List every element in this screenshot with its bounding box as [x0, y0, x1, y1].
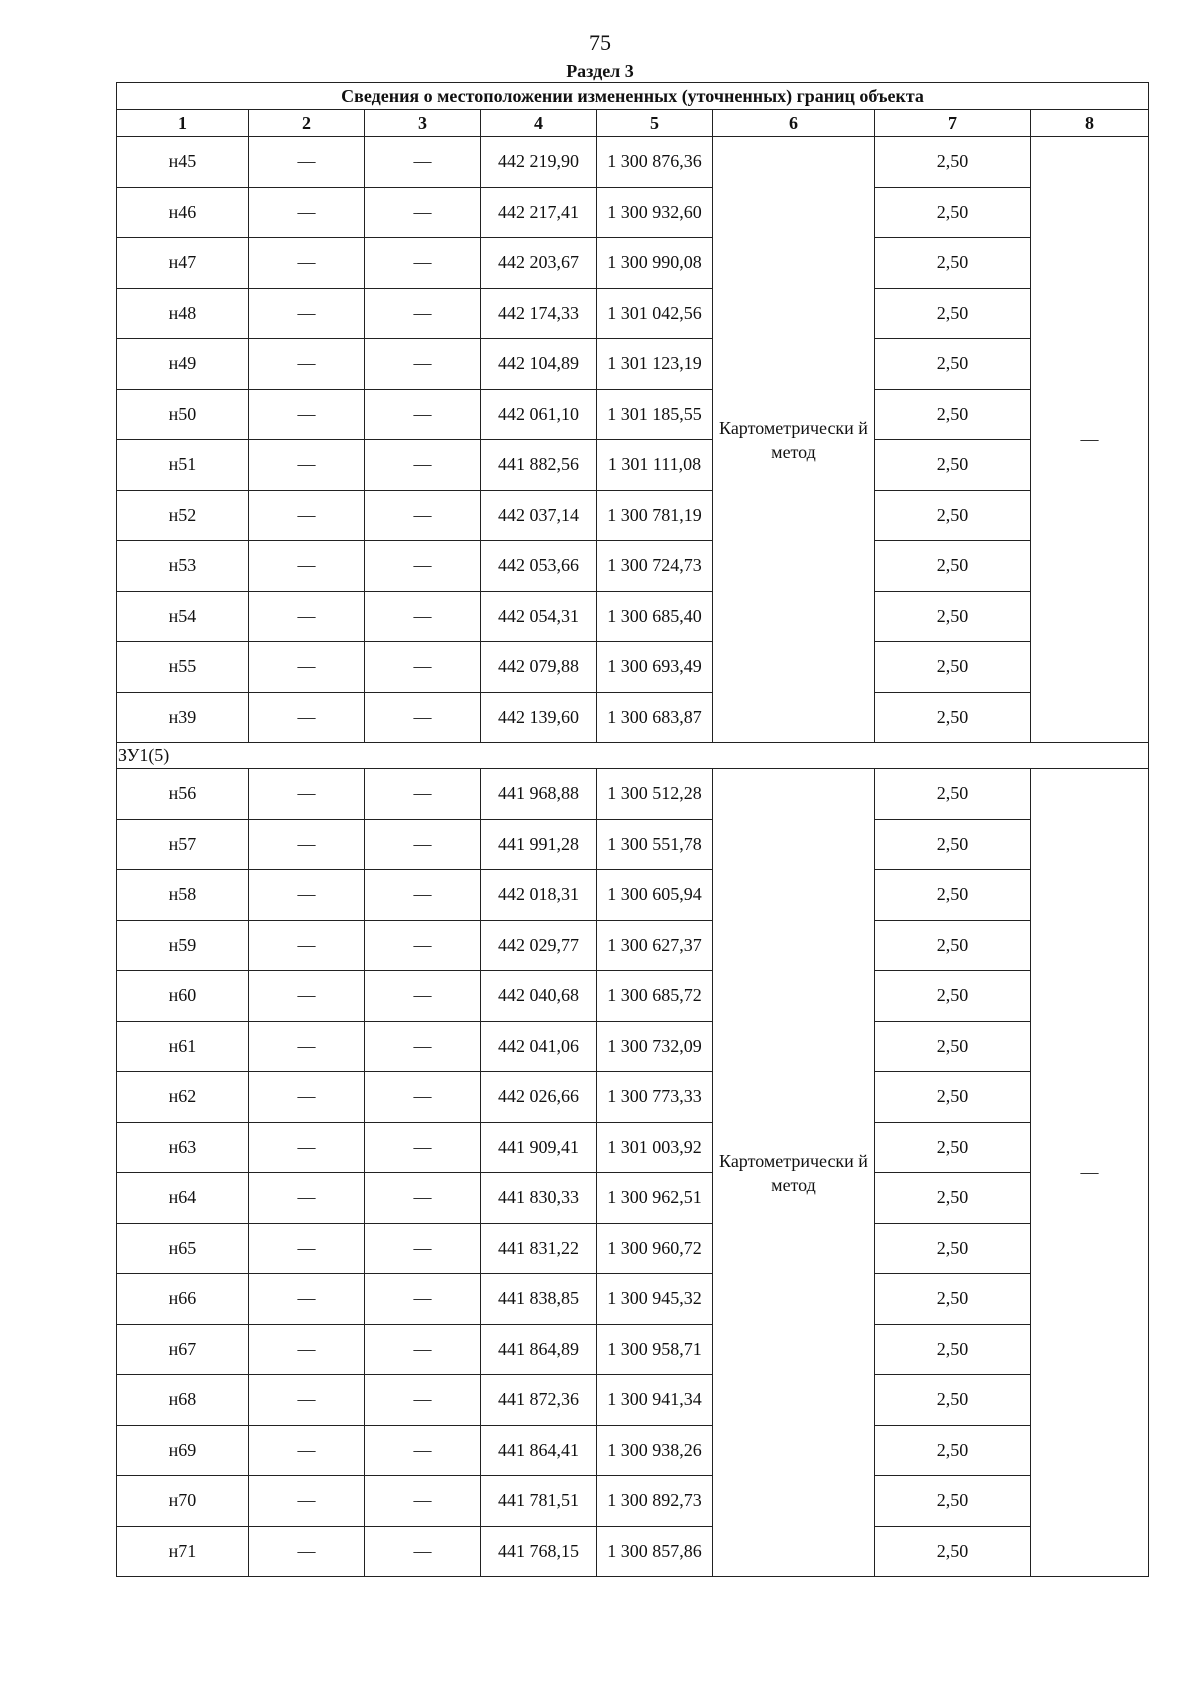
column-2-cell: —: [249, 1425, 365, 1476]
accuracy-cell: 2,50: [875, 1526, 1031, 1577]
column-number: 1: [117, 110, 249, 137]
accuracy-cell: 2,50: [875, 440, 1031, 491]
point-number-cell: н50: [117, 389, 249, 440]
column-3-cell: —: [365, 642, 481, 693]
accuracy-cell: 2,50: [875, 187, 1031, 238]
column-number: 6: [713, 110, 875, 137]
method-cell: Картометрически й метод: [713, 137, 875, 743]
column-2-cell: —: [249, 1021, 365, 1072]
column-2-cell: —: [249, 819, 365, 870]
point-number-cell: н70: [117, 1476, 249, 1527]
accuracy-cell: 2,50: [875, 1375, 1031, 1426]
column-2-cell: —: [249, 1122, 365, 1173]
column-2-cell: —: [249, 440, 365, 491]
table-row: [117, 769, 1149, 820]
x-coordinate-cell: 442 026,66: [481, 1072, 597, 1123]
point-number-cell: н52: [117, 490, 249, 541]
column-number: 8: [1031, 110, 1149, 137]
table-row: [117, 920, 1149, 971]
accuracy-cell: 2,50: [875, 1173, 1031, 1224]
point-number-cell: н63: [117, 1122, 249, 1173]
column-3-cell: —: [365, 692, 481, 743]
point-number-cell: н69: [117, 1425, 249, 1476]
y-coordinate-cell: 1 300 962,51: [597, 1173, 713, 1224]
y-coordinate-cell: 1 300 724,73: [597, 541, 713, 592]
table-row: [117, 1425, 1149, 1476]
column-2-cell: —: [249, 1072, 365, 1123]
y-coordinate-cell: 1 300 990,08: [597, 238, 713, 289]
point-number-cell: н49: [117, 339, 249, 390]
accuracy-cell: 2,50: [875, 591, 1031, 642]
column-3-cell: —: [365, 1122, 481, 1173]
x-coordinate-cell: 442 217,41: [481, 187, 597, 238]
y-coordinate-cell: 1 300 683,87: [597, 692, 713, 743]
y-coordinate-cell: 1 300 938,26: [597, 1425, 713, 1476]
table-row: [117, 137, 1149, 188]
column-3-cell: —: [365, 1476, 481, 1527]
table-row: [117, 440, 1149, 491]
y-coordinate-cell: 1 300 732,09: [597, 1021, 713, 1072]
column-3-cell: —: [365, 819, 481, 870]
accuracy-cell: 2,50: [875, 541, 1031, 592]
table-row: [117, 1223, 1149, 1274]
x-coordinate-cell: 441 968,88: [481, 769, 597, 820]
point-number-cell: н53: [117, 541, 249, 592]
y-coordinate-cell: 1 300 932,60: [597, 187, 713, 238]
column-2-cell: —: [249, 1223, 365, 1274]
column-number: 2: [249, 110, 365, 137]
point-number-cell: н67: [117, 1324, 249, 1375]
section-title: Раздел 3: [566, 61, 634, 81]
point-number-cell: н56: [117, 769, 249, 820]
accuracy-cell: 2,50: [875, 288, 1031, 339]
table-row: [117, 1122, 1149, 1173]
table-row: [117, 339, 1149, 390]
x-coordinate-cell: 441 830,33: [481, 1173, 597, 1224]
table-row: [117, 1173, 1149, 1224]
group-label-row: [117, 743, 1149, 769]
column-3-cell: —: [365, 1526, 481, 1577]
point-number-cell: н61: [117, 1021, 249, 1072]
y-coordinate-cell: 1 300 892,73: [597, 1476, 713, 1527]
x-coordinate-cell: 441 864,41: [481, 1425, 597, 1476]
x-coordinate-cell: 441 838,85: [481, 1274, 597, 1325]
point-number-cell: н48: [117, 288, 249, 339]
accuracy-cell: 2,50: [875, 238, 1031, 289]
column-2-cell: —: [249, 541, 365, 592]
y-coordinate-cell: 1 300 512,28: [597, 769, 713, 820]
table-row: [117, 389, 1149, 440]
table-body: [117, 83, 1149, 1577]
table-row: [117, 642, 1149, 693]
column-3-cell: —: [365, 1072, 481, 1123]
x-coordinate-cell: 442 104,89: [481, 339, 597, 390]
accuracy-cell: 2,50: [875, 1324, 1031, 1375]
y-coordinate-cell: 1 300 857,86: [597, 1526, 713, 1577]
column-2-cell: —: [249, 769, 365, 820]
x-coordinate-cell: 442 041,06: [481, 1021, 597, 1072]
y-coordinate-cell: 1 300 941,34: [597, 1375, 713, 1426]
x-coordinate-cell: 442 174,33: [481, 288, 597, 339]
column-number: 7: [875, 110, 1031, 137]
accuracy-cell: 2,50: [875, 920, 1031, 971]
table-row: [117, 541, 1149, 592]
x-coordinate-cell: 442 018,31: [481, 870, 597, 921]
y-coordinate-cell: 1 300 960,72: [597, 1223, 713, 1274]
y-coordinate-cell: 1 300 876,36: [597, 137, 713, 188]
point-number-cell: н46: [117, 187, 249, 238]
y-coordinate-cell: 1 300 781,19: [597, 490, 713, 541]
y-coordinate-cell: 1 300 685,40: [597, 591, 713, 642]
table-row: [117, 1375, 1149, 1426]
table-row: [117, 1476, 1149, 1527]
x-coordinate-cell: 442 054,31: [481, 591, 597, 642]
column-number: 3: [365, 110, 481, 137]
y-coordinate-cell: 1 301 111,08: [597, 440, 713, 491]
x-coordinate-cell: 442 037,14: [481, 490, 597, 541]
column-2-cell: —: [249, 288, 365, 339]
y-coordinate-cell: 1 300 958,71: [597, 1324, 713, 1375]
point-number-cell: н55: [117, 642, 249, 693]
table-caption: Сведения о местоположении измененных (уточненных) границ объекта: [117, 83, 1149, 110]
table-row: [117, 692, 1149, 743]
y-coordinate-cell: 1 300 627,37: [597, 920, 713, 971]
column-number-row: [117, 110, 1149, 137]
point-number-cell: н71: [117, 1526, 249, 1577]
table-row: [117, 1274, 1149, 1325]
x-coordinate-cell: 442 079,88: [481, 642, 597, 693]
x-coordinate-cell: 442 203,67: [481, 238, 597, 289]
column-3-cell: —: [365, 1274, 481, 1325]
column-3-cell: —: [365, 389, 481, 440]
table-row: [117, 1021, 1149, 1072]
column-2-cell: —: [249, 642, 365, 693]
accuracy-cell: 2,50: [875, 870, 1031, 921]
table-row: [117, 591, 1149, 642]
accuracy-cell: 2,50: [875, 389, 1031, 440]
column-3-cell: —: [365, 288, 481, 339]
column-8-cell: —: [1031, 769, 1149, 1577]
accuracy-cell: 2,50: [875, 1223, 1031, 1274]
column-2-cell: —: [249, 1324, 365, 1375]
x-coordinate-cell: 442 219,90: [481, 137, 597, 188]
table-row: [117, 819, 1149, 870]
point-number-cell: н64: [117, 1173, 249, 1224]
point-number-cell: н51: [117, 440, 249, 491]
x-coordinate-cell: 442 139,60: [481, 692, 597, 743]
accuracy-cell: 2,50: [875, 642, 1031, 693]
x-coordinate-cell: 441 768,15: [481, 1526, 597, 1577]
table-row: [117, 490, 1149, 541]
point-number-cell: н59: [117, 920, 249, 971]
accuracy-cell: 2,50: [875, 1072, 1031, 1123]
y-coordinate-cell: 1 300 945,32: [597, 1274, 713, 1325]
x-coordinate-cell: 441 831,22: [481, 1223, 597, 1274]
column-2-cell: —: [249, 1173, 365, 1224]
y-coordinate-cell: 1 300 551,78: [597, 819, 713, 870]
table-row: [117, 1324, 1149, 1375]
x-coordinate-cell: 441 864,89: [481, 1324, 597, 1375]
column-3-cell: —: [365, 1021, 481, 1072]
x-coordinate-cell: 441 882,56: [481, 440, 597, 491]
point-number-cell: н60: [117, 971, 249, 1022]
x-coordinate-cell: 441 991,28: [481, 819, 597, 870]
point-number-cell: н47: [117, 238, 249, 289]
point-number-cell: н62: [117, 1072, 249, 1123]
x-coordinate-cell: 441 872,36: [481, 1375, 597, 1426]
y-coordinate-cell: 1 300 685,72: [597, 971, 713, 1022]
column-2-cell: —: [249, 870, 365, 921]
accuracy-cell: 2,50: [875, 137, 1031, 188]
point-number-cell: н58: [117, 870, 249, 921]
accuracy-cell: 2,50: [875, 490, 1031, 541]
column-3-cell: —: [365, 870, 481, 921]
table-row: [117, 1526, 1149, 1577]
point-number-cell: н39: [117, 692, 249, 743]
group-label: ЗУ1(5): [117, 743, 1149, 769]
accuracy-cell: 2,50: [875, 339, 1031, 390]
table-row: [117, 971, 1149, 1022]
column-number: 4: [481, 110, 597, 137]
column-2-cell: —: [249, 490, 365, 541]
x-coordinate-cell: 441 909,41: [481, 1122, 597, 1173]
boundary-coordinates-table: [116, 82, 1149, 1577]
accuracy-cell: 2,50: [875, 1425, 1031, 1476]
column-2-cell: —: [249, 692, 365, 743]
point-number-cell: н66: [117, 1274, 249, 1325]
column-2-cell: —: [249, 1375, 365, 1426]
point-number-cell: н57: [117, 819, 249, 870]
column-8-cell: —: [1031, 137, 1149, 743]
column-3-cell: —: [365, 1173, 481, 1224]
column-3-cell: —: [365, 769, 481, 820]
column-2-cell: —: [249, 187, 365, 238]
column-2-cell: —: [249, 1526, 365, 1577]
table-row: [117, 870, 1149, 921]
point-number-cell: н45: [117, 137, 249, 188]
column-2-cell: —: [249, 971, 365, 1022]
column-2-cell: —: [249, 238, 365, 289]
accuracy-cell: 2,50: [875, 1476, 1031, 1527]
y-coordinate-cell: 1 300 605,94: [597, 870, 713, 921]
method-cell: Картометрически й метод: [713, 769, 875, 1577]
point-number-cell: н65: [117, 1223, 249, 1274]
accuracy-cell: 2,50: [875, 971, 1031, 1022]
column-2-cell: —: [249, 1476, 365, 1527]
accuracy-cell: 2,50: [875, 819, 1031, 870]
column-3-cell: —: [365, 339, 481, 390]
column-3-cell: —: [365, 238, 481, 289]
table-row: [117, 187, 1149, 238]
column-2-cell: —: [249, 389, 365, 440]
column-2-cell: —: [249, 339, 365, 390]
column-3-cell: —: [365, 187, 481, 238]
column-number: 5: [597, 110, 713, 137]
point-number-cell: н54: [117, 591, 249, 642]
column-3-cell: —: [365, 137, 481, 188]
column-3-cell: —: [365, 1425, 481, 1476]
column-2-cell: —: [249, 920, 365, 971]
x-coordinate-cell: 442 029,77: [481, 920, 597, 971]
column-3-cell: —: [365, 591, 481, 642]
accuracy-cell: 2,50: [875, 769, 1031, 820]
table-row: [117, 238, 1149, 289]
y-coordinate-cell: 1 300 773,33: [597, 1072, 713, 1123]
x-coordinate-cell: 441 781,51: [481, 1476, 597, 1527]
column-2-cell: —: [249, 591, 365, 642]
column-3-cell: —: [365, 440, 481, 491]
table-row: [117, 1072, 1149, 1123]
accuracy-cell: 2,50: [875, 1274, 1031, 1325]
table-row: [117, 288, 1149, 339]
page-number: 75: [589, 30, 611, 55]
column-3-cell: —: [365, 971, 481, 1022]
y-coordinate-cell: 1 301 042,56: [597, 288, 713, 339]
column-3-cell: —: [365, 1324, 481, 1375]
y-coordinate-cell: 1 300 693,49: [597, 642, 713, 693]
point-number-cell: н68: [117, 1375, 249, 1426]
accuracy-cell: 2,50: [875, 1021, 1031, 1072]
y-coordinate-cell: 1 301 185,55: [597, 389, 713, 440]
x-coordinate-cell: 442 053,66: [481, 541, 597, 592]
column-3-cell: —: [365, 541, 481, 592]
x-coordinate-cell: 442 061,10: [481, 389, 597, 440]
table-caption-row: [117, 83, 1149, 110]
column-3-cell: —: [365, 1223, 481, 1274]
y-coordinate-cell: 1 301 003,92: [597, 1122, 713, 1173]
column-2-cell: —: [249, 1274, 365, 1325]
x-coordinate-cell: 442 040,68: [481, 971, 597, 1022]
accuracy-cell: 2,50: [875, 692, 1031, 743]
column-3-cell: —: [365, 920, 481, 971]
accuracy-cell: 2,50: [875, 1122, 1031, 1173]
column-2-cell: —: [249, 137, 365, 188]
column-3-cell: —: [365, 1375, 481, 1426]
column-3-cell: —: [365, 490, 481, 541]
y-coordinate-cell: 1 301 123,19: [597, 339, 713, 390]
